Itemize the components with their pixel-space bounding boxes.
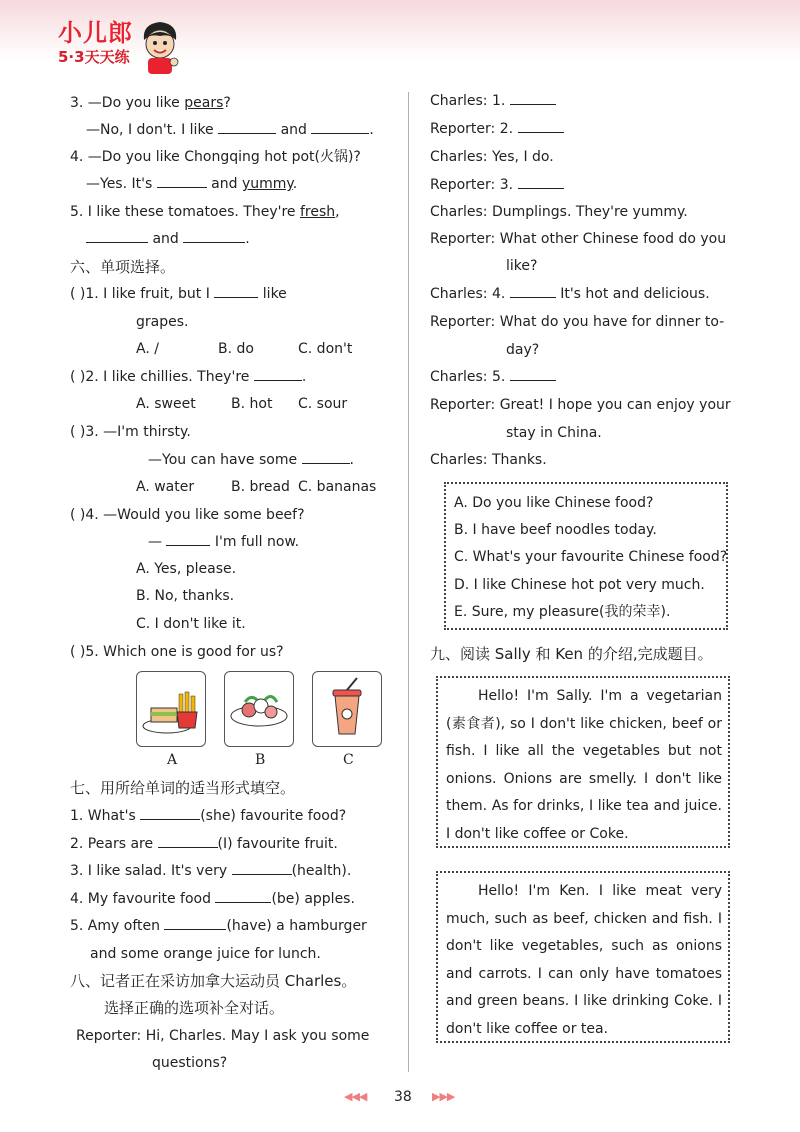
s7-q3 [70, 862, 351, 880]
s6-q2-optB[interactable]: B. hot [231, 396, 273, 412]
s6-q3-optC[interactable]: C. bananas [298, 479, 377, 495]
s7-q5-line1 [70, 917, 367, 935]
blank[interactable] [311, 121, 369, 134]
s6-q3-line1: ( )3. —I'm thirsty. [70, 424, 191, 440]
text: Charles: 5. [430, 369, 506, 385]
section-7-title: 七、用所给单词的适当形式填空。 [70, 779, 296, 797]
q5-4-answer: —Yes. It's and yummy. [86, 176, 298, 192]
dialogue-10b: stay in China. [506, 425, 602, 441]
text: 2. Pears are [70, 836, 154, 852]
text: 1. What's [70, 808, 136, 824]
text: and [211, 176, 238, 192]
s6-q2: ( )2. I like chillies. They're . [70, 369, 307, 385]
brand-subtitle: 5·3天天练 [58, 48, 130, 66]
sally-box [436, 676, 730, 848]
text: ( )1. I like fruit, but I [70, 286, 210, 302]
dialogue-2 [430, 120, 564, 138]
s6-q1-optC[interactable]: C. don't [298, 341, 353, 357]
mascot-boy-icon [138, 18, 182, 76]
dialogue-8: Reporter: What do you have for dinner to- [430, 314, 725, 330]
dialogue-6: Reporter: What other Chinese food do you [430, 231, 727, 247]
blank[interactable] [218, 121, 276, 134]
text: and [152, 231, 179, 247]
text: —Yes. It's [86, 176, 153, 192]
image-label-b: B [255, 752, 266, 768]
ken-paragraph: Hello! I'm Ken. I like meat very much, such as beef, chicken and fish. I don't like vegetables, such as onions and carrots. I can only have tomatoes and green beans. I like drinking Coke. I don't like coffee or tea. [446, 883, 722, 1037]
section-6-title: 六、单项选择。 [70, 258, 176, 276]
underlined-word: yummy [241, 176, 293, 192]
blank[interactable] [166, 533, 210, 546]
blank[interactable] [164, 917, 226, 930]
s7-q4 [70, 890, 355, 908]
q5-5-line2: and . [86, 230, 250, 248]
s6-q4-optA[interactable]: A. Yes, please. [136, 561, 237, 577]
ken-box [436, 871, 730, 1043]
blank[interactable] [510, 285, 556, 298]
image-option-b[interactable] [224, 671, 294, 747]
dialogue-8b: day? [506, 342, 540, 358]
dialogue-6b: like? [506, 258, 538, 274]
s6-q1-line1 [70, 285, 287, 303]
blank[interactable] [158, 835, 218, 848]
option-d[interactable]: D. I like Chinese hot pot very much. [454, 577, 705, 593]
s6-q4-line1: ( )4. —Would you like some beef? [70, 507, 305, 523]
text: (health). [291, 863, 352, 879]
s6-q1-line2: grapes. [136, 314, 189, 330]
blank[interactable] [232, 862, 292, 875]
salad-plate-icon [225, 672, 293, 746]
column-divider [408, 92, 409, 1072]
blank[interactable] [510, 368, 556, 381]
text: —No, I don't. I like [86, 122, 214, 138]
text: (have) a hamburger [226, 918, 367, 934]
blank[interactable] [510, 92, 556, 105]
text: Reporter: 3. [430, 177, 514, 193]
s7-q5-line2: and some orange juice for lunch. [90, 946, 321, 962]
q5-4-question: 4. —Do you like Chongqing hot pot(火锅)? [70, 149, 361, 165]
dialogue-1 [430, 92, 556, 110]
q5-5-line1 [70, 203, 340, 221]
dialogue-10: Reporter: Great! I hope you can enjoy your [430, 397, 731, 413]
text: like [262, 286, 287, 302]
text: and [280, 122, 307, 138]
blank[interactable] [157, 175, 207, 188]
s6-q1-optA[interactable]: A. / [136, 341, 159, 357]
image-option-c[interactable] [312, 671, 382, 747]
image-label-c: C [343, 752, 354, 768]
reporter-line-1b: questions? [152, 1055, 228, 1071]
q5-3-answer: —No, I don't. I like and . [86, 122, 374, 138]
section-8-title: 八、记者正在采访加拿大运动员 Charles。 [70, 972, 357, 990]
text: It's hot and delicious. [560, 286, 710, 302]
underlined-word: fresh [300, 204, 336, 220]
sally-paragraph: Hello! I'm Sally. I'm a vegetarian (素食者), so I don't like chicken, beef or fish. I like all the vegetables but not onions. Onions are smelly. I don't like them. As for drinks, I like tea and juice. I don't like coffee or Coke. [446, 688, 722, 842]
underlined-word: pears [184, 95, 224, 111]
text: 3. —Do you like [70, 95, 185, 111]
dialogue-11: Charles: Thanks. [430, 452, 547, 468]
page-number: 38 [394, 1089, 412, 1105]
prev-arrows-icon: ◀◀◀ [344, 1090, 367, 1103]
s6-q2-optA[interactable]: A. sweet [136, 396, 196, 412]
image-label-a: A [167, 752, 178, 768]
text: ? [223, 95, 231, 111]
blank[interactable] [302, 451, 350, 464]
text: ( )2. I like chillies. They're [70, 369, 250, 385]
text: I'm full now. [214, 534, 300, 550]
s6-q3-optA[interactable]: A. water [136, 479, 195, 495]
s6-q3-line2: —You can have some . [148, 452, 354, 468]
fries-sandwich-icon [137, 672, 205, 746]
blank[interactable] [518, 176, 564, 189]
options-box [444, 482, 728, 630]
blank[interactable] [214, 285, 258, 298]
text: (be) apples. [271, 891, 355, 907]
blank[interactable] [140, 807, 200, 820]
s6-q4-line2: — I'm full now. [148, 534, 300, 550]
dialogue-4 [430, 176, 564, 194]
reporter-line-1: Reporter: Hi, Charles. May I ask you some [76, 1028, 370, 1044]
dialogue-9 [430, 368, 556, 386]
text: 5. I like these tomatoes. They're [70, 204, 300, 220]
option-e[interactable]: E. Sure, my pleasure(我的荣幸). [454, 604, 671, 620]
next-arrows-icon: ▶▶▶ [432, 1090, 455, 1103]
text: 3. I like salad. It's very [70, 863, 228, 879]
option-c[interactable]: C. What's your favourite Chinese food? [454, 549, 728, 565]
s6-q4-optC[interactable]: C. I don't like it. [136, 616, 246, 632]
brand-title: 小儿郎 [58, 19, 133, 47]
option-a[interactable]: A. Do you like Chinese food? [454, 495, 654, 511]
text: Charles: 1. [430, 93, 506, 109]
text: (I) favourite fruit. [217, 836, 338, 852]
option-b[interactable]: B. I have beef noodles today. [454, 522, 657, 538]
dialogue-7 [430, 285, 710, 303]
text: Charles: 4. [430, 286, 506, 302]
section-8-subtitle: 选择正确的选项补全对话。 [104, 999, 285, 1017]
s7-q1 [70, 807, 346, 825]
blank[interactable] [183, 230, 245, 243]
text: Reporter: 2. [430, 121, 514, 137]
image-option-a[interactable] [136, 671, 206, 747]
text: (she) favourite food? [200, 808, 347, 824]
blank[interactable] [518, 120, 564, 133]
s6-q1-optB[interactable]: B. do [218, 341, 254, 357]
blank[interactable] [254, 368, 302, 381]
blank[interactable] [86, 230, 148, 243]
blank[interactable] [215, 890, 271, 903]
s6-q2-optC[interactable]: C. sour [298, 396, 348, 412]
s6-q5: ( )5. Which one is good for us? [70, 644, 284, 660]
text: 5. Amy often [70, 918, 160, 934]
dialogue-3: Charles: Yes, I do. [430, 149, 554, 165]
s6-q4-optB[interactable]: B. No, thanks. [136, 588, 235, 604]
dialogue-5: Charles: Dumplings. They're yummy. [430, 204, 688, 220]
s7-q2 [70, 835, 338, 853]
text: , [335, 204, 340, 220]
drink-cup-icon [313, 672, 381, 746]
s6-q3-optB[interactable]: B. bread [231, 479, 290, 495]
brand-logo [58, 20, 133, 66]
q5-3-question [70, 94, 231, 112]
text: —You can have some [148, 452, 298, 468]
text: 4. My favourite food [70, 891, 211, 907]
section-9-title: 九、阅读 Sally 和 Ken 的介绍,完成题目。 [430, 645, 713, 663]
